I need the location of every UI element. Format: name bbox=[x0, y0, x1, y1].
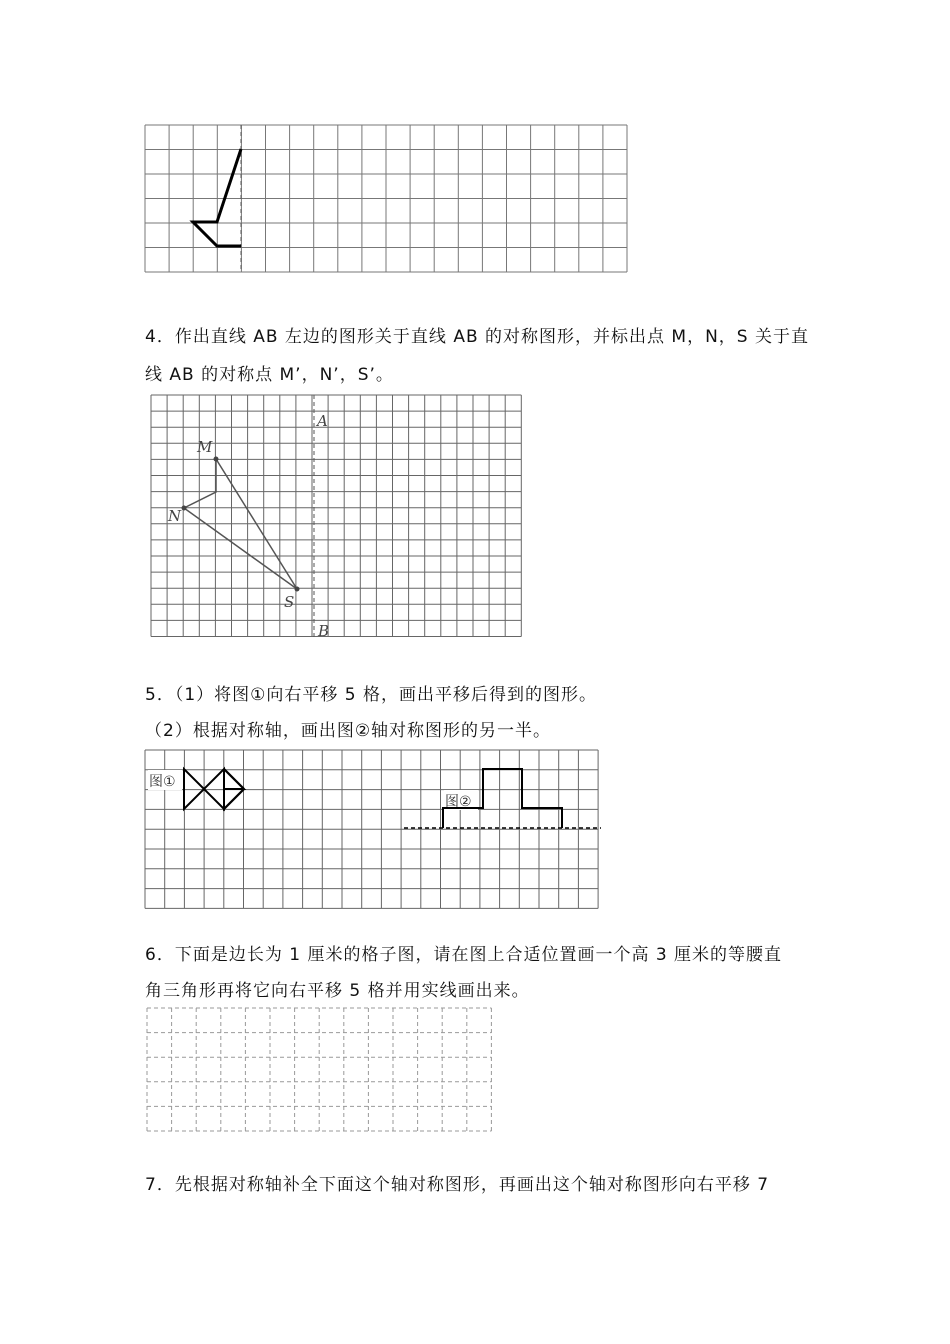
question-5-text-line2: （2）根据对称轴，画出图②轴对称图形的另一半。 bbox=[145, 721, 552, 741]
label-b: B bbox=[318, 622, 330, 640]
question-4-text-line2: 线 AB 的对称点 M’，N’，S’。 bbox=[145, 365, 394, 385]
label-a: A bbox=[317, 412, 328, 430]
dashed-grid-lines bbox=[147, 1008, 491, 1131]
question-6-text-line1: 6．下面是边长为 1 厘米的格子图，请在图上合适位置画一个高 3 厘米的等腰直 bbox=[145, 945, 783, 965]
question-7-text-line1: 7．先根据对称轴补全下面这个轴对称图形，再画出这个轴对称图形向右平移 7 bbox=[145, 1175, 770, 1195]
question-4-text-line1: 4．作出直线 AB 左边的图形关于直线 AB 的对称图形，并标出点 M，N，S 关于直 bbox=[145, 327, 809, 347]
label-s: S bbox=[284, 593, 295, 611]
question-5-text-line1: 5．（1）将图①向右平移 5 格，画出平移后得到的图形。 bbox=[145, 685, 597, 705]
label-n: N bbox=[168, 507, 182, 525]
question-6-text-line2: 角三角形再将它向右平移 5 格并用实线画出来。 bbox=[145, 981, 530, 1001]
fig1-label: 图① bbox=[149, 774, 176, 790]
fig2-label: 图② bbox=[445, 794, 472, 810]
label-m: M bbox=[197, 438, 213, 456]
